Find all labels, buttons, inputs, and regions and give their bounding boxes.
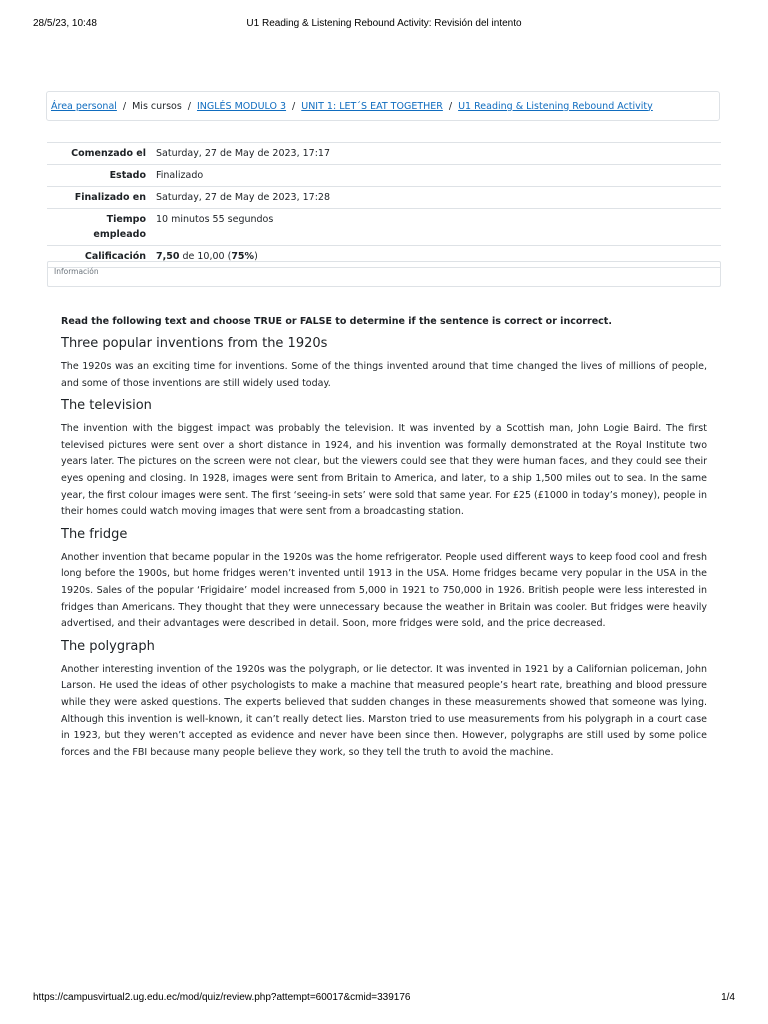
print-url: https://campusvirtual2.ug.edu.ec/mod/quiz/review.php?attempt=60017&cmid=339176 [33, 992, 411, 1003]
section-text-fridge: Another invention that became popular in the 1920s was the home refrigerator. People used different ways to keep food cool and fresh long before the 1900s, but home fridges weren’t invented until 1913 in the USA. Home fridges became very popular in the USA in the 1920s. Sales of the popular ‘Frigidaire’ model increased from 5,000 in 1921 to 750,000 in 1926. British people were less interested in fridges than Americans. They thought that they were unnecessary because the weather in Britain was cooler. But fridges were heavily advertised, and their advantages were described in detail. Soon, more fridges were sold, and the price decreased. [61, 551, 707, 630]
summary-value: Saturday, 27 de May de 2023, 17:28 [151, 187, 721, 209]
print-date: 28/5/23, 10:48 [33, 18, 97, 29]
summary-value: Finalizado [151, 165, 721, 187]
grade-of-text: de 10,00 ( [182, 251, 232, 262]
breadcrumb-separator: / [122, 100, 127, 112]
section-heading-fridge: The fridge [61, 526, 128, 542]
breadcrumb-area-personal[interactable]: Área personal [51, 100, 117, 112]
information-label: Información [54, 267, 99, 276]
summary-label: Finalizado en [47, 187, 151, 209]
breadcrumb-separator: / [448, 100, 453, 112]
breadcrumb-mis-cursos: Mis cursos [132, 100, 182, 112]
grade-percent: 75% [231, 251, 255, 262]
reading-title: Three popular inventions from the 1920s [61, 336, 328, 351]
question-text [61, 315, 707, 765]
grade-close: ) [254, 251, 258, 262]
summary-label: Estado [47, 165, 151, 187]
page-counter: 1/4 [721, 992, 735, 1003]
breadcrumb-unit[interactable]: UNIT 1: LET´S EAT TOGETHER [301, 100, 443, 112]
summary-value: Saturday, 27 de May de 2023, 17:17 [151, 143, 721, 165]
summary-value: 10 minutos 55 segundos [151, 209, 721, 246]
breadcrumb-activity[interactable]: U1 Reading & Listening Rebound Activity [458, 100, 653, 112]
print-header [33, 18, 735, 32]
breadcrumb-separator: / [292, 100, 296, 112]
summary-row-finished [47, 187, 721, 209]
breadcrumb-separator: / [187, 100, 191, 112]
reading-intro: The 1920s was an exciting time for inventions. Some of the things invented around that time changed the lives of millions of people, and some of those inventions are still widely used today. [61, 361, 707, 389]
summary-row-time-taken [47, 209, 721, 246]
section-text-polygraph: Another interesting invention of the 1920s was the polygraph, or lie detector. It was invented in 1921 by a Californian policeman, John Larson. He used the ideas of other psychologists to make a machine that measured people’s heart rate, breathing and blood pressure while they were asked questions. The experts believed that sudden changes in these measurements showed that someone was lying. Although this invention is well-known, it can’t really detect lies. Marston tried to use measurements from his polygraph in a court case in 1923, but they weren’t accepted as evidence and never have been since then. However, polygraphs are still used by some police forces and the FBI because many people believe they work, so they tell the truth to avoid the machine. [61, 663, 707, 758]
summary-row-started [47, 143, 721, 165]
grade-score: 7,50 [156, 251, 180, 262]
breadcrumb [46, 91, 720, 121]
section-heading-television: The television [61, 398, 152, 414]
information-box [47, 261, 721, 287]
breadcrumb-course[interactable]: INGLÉS MODULO 3 [196, 100, 287, 112]
print-footer [33, 992, 735, 1006]
attempt-summary-table [47, 142, 721, 268]
section-heading-polygraph: The polygraph [61, 638, 155, 654]
instruction-text: Read the following text and choose TRUE or FALSE to determine if the sentence is correct or incorrect. [61, 316, 612, 327]
summary-label: Comenzado el [47, 143, 151, 165]
summary-row-state [47, 165, 721, 187]
summary-label: Calificación [47, 246, 151, 268]
section-text-television: The invention with the biggest impact was probably the television. It was invented by a Scottish man, John Logie Baird. The first televised pictures were sent over a short distance in 1924, and his invention was formally demonstrated at the Royal Institute two years later. The pictures on the screen were not clear, but the viewers could see that they were human faces, and they could see their eyes opening and closing. In 1928, images were sent from Britain to America, and later, to a ship 1,500 miles out to sea. In the same year, the first colour images were sent. The first ‘seeing-in sets’ were sold that same year. For £25 (£1000 in today’s money), people in their homes could watch moving images that were sent from a broadcasting station. [61, 423, 707, 518]
summary-label: Tiempo empleado [47, 209, 151, 246]
print-page-title: U1 Reading & Listening Rebound Activity: Revisión del intento [246, 18, 522, 29]
